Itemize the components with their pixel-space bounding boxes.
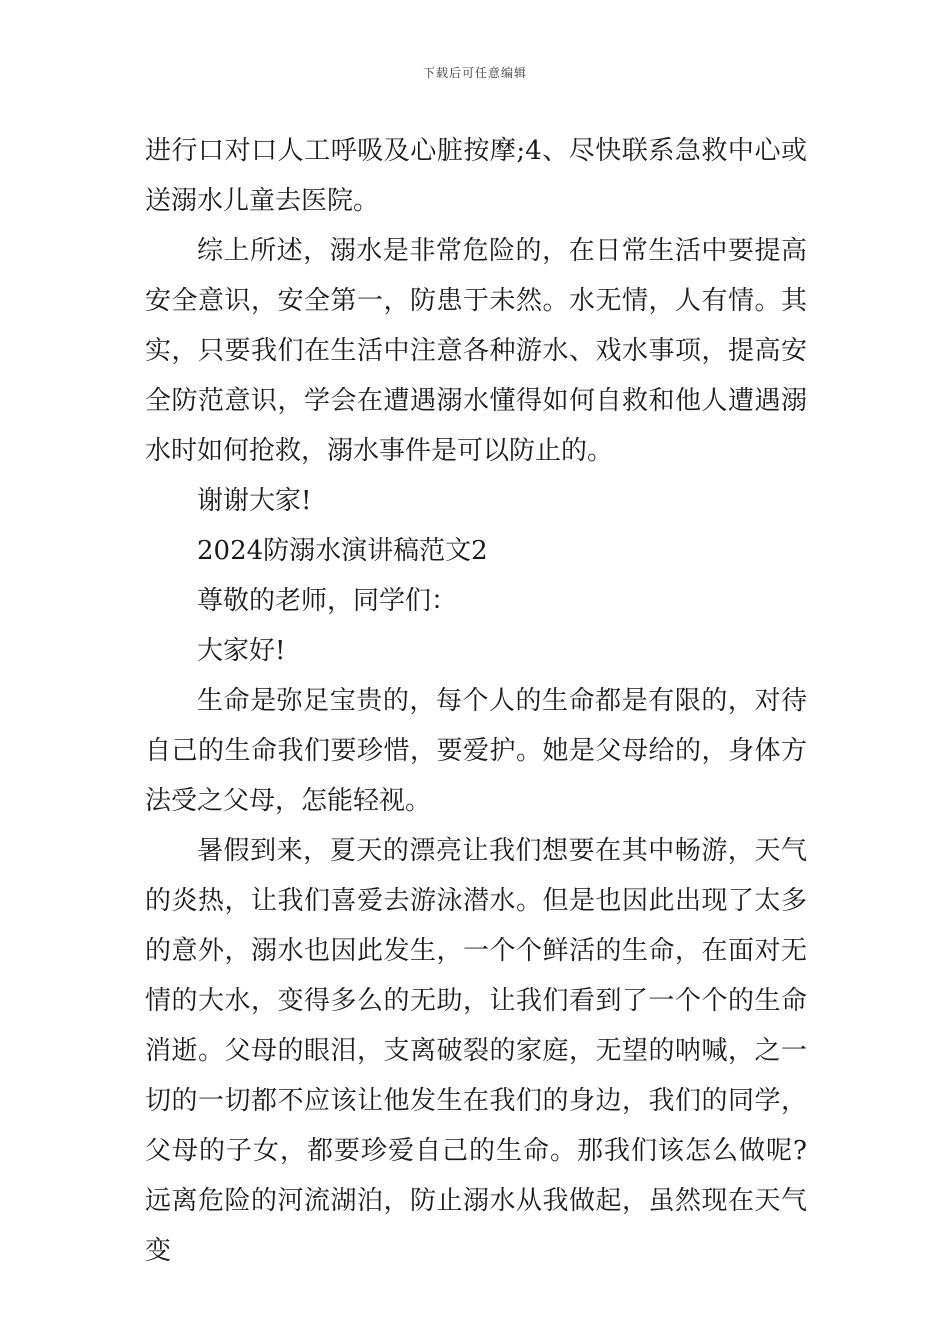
paragraph-continuation: 进行口对口人工呼吸及心脏按摩;4、尽快联系急救中心或送溺水儿童去医院。	[145, 136, 807, 216]
paragraph-greeting: 大家好!	[197, 636, 286, 666]
page-header: 下载后可任意编辑	[422, 66, 527, 80]
document-body	[145, 126, 807, 1276]
paragraph-summary: 综上所述，溺水是非常危险的，在日常生活中要提高安全意识，安全第一，防患于未然。水无情，人有情。其实，只要我们在生活中注意各种游水、戏水事项，提高安全防范意识，学会在遭遇溺水懂得如何自救和他人遭遇溺水时如何抢救，溺水事件是可以防止的。	[145, 236, 807, 466]
section-title: 2024防溺水演讲稿范文2	[197, 536, 488, 566]
paragraph-thanks: 谢谢大家!	[197, 486, 312, 516]
paragraph-life: 生命是弥足宝贵的，每个人的生命都是有限的，对待自己的生命我们要珍惜，要爱护。她是父母给的，身体方法受之父母，怎能轻视。	[145, 686, 807, 816]
paragraph-salutation: 尊敬的老师，同学们：	[197, 586, 458, 616]
paragraph-summer: 暑假到来，夏天的漂亮让我们想要在其中畅游，天气的炎热，让我们喜爱去游泳潜水。但是也因此出现了太多的意外，溺水也因此发生，一个个鲜活的生命，在面对无情的大水，变得多么的无助，让我们看到了一个个的生命消逝。父母的眼泪，支离破裂的家庭，无望的呐喊，之一切的一切都不应该让他发生在我们的身边，我们的同学，父母的子女，都要珍爱自己的生命。那我们该怎么做呢?远离危险的河流湖泊，防止溺水从我做起，虽然现在天气变	[145, 836, 807, 1266]
